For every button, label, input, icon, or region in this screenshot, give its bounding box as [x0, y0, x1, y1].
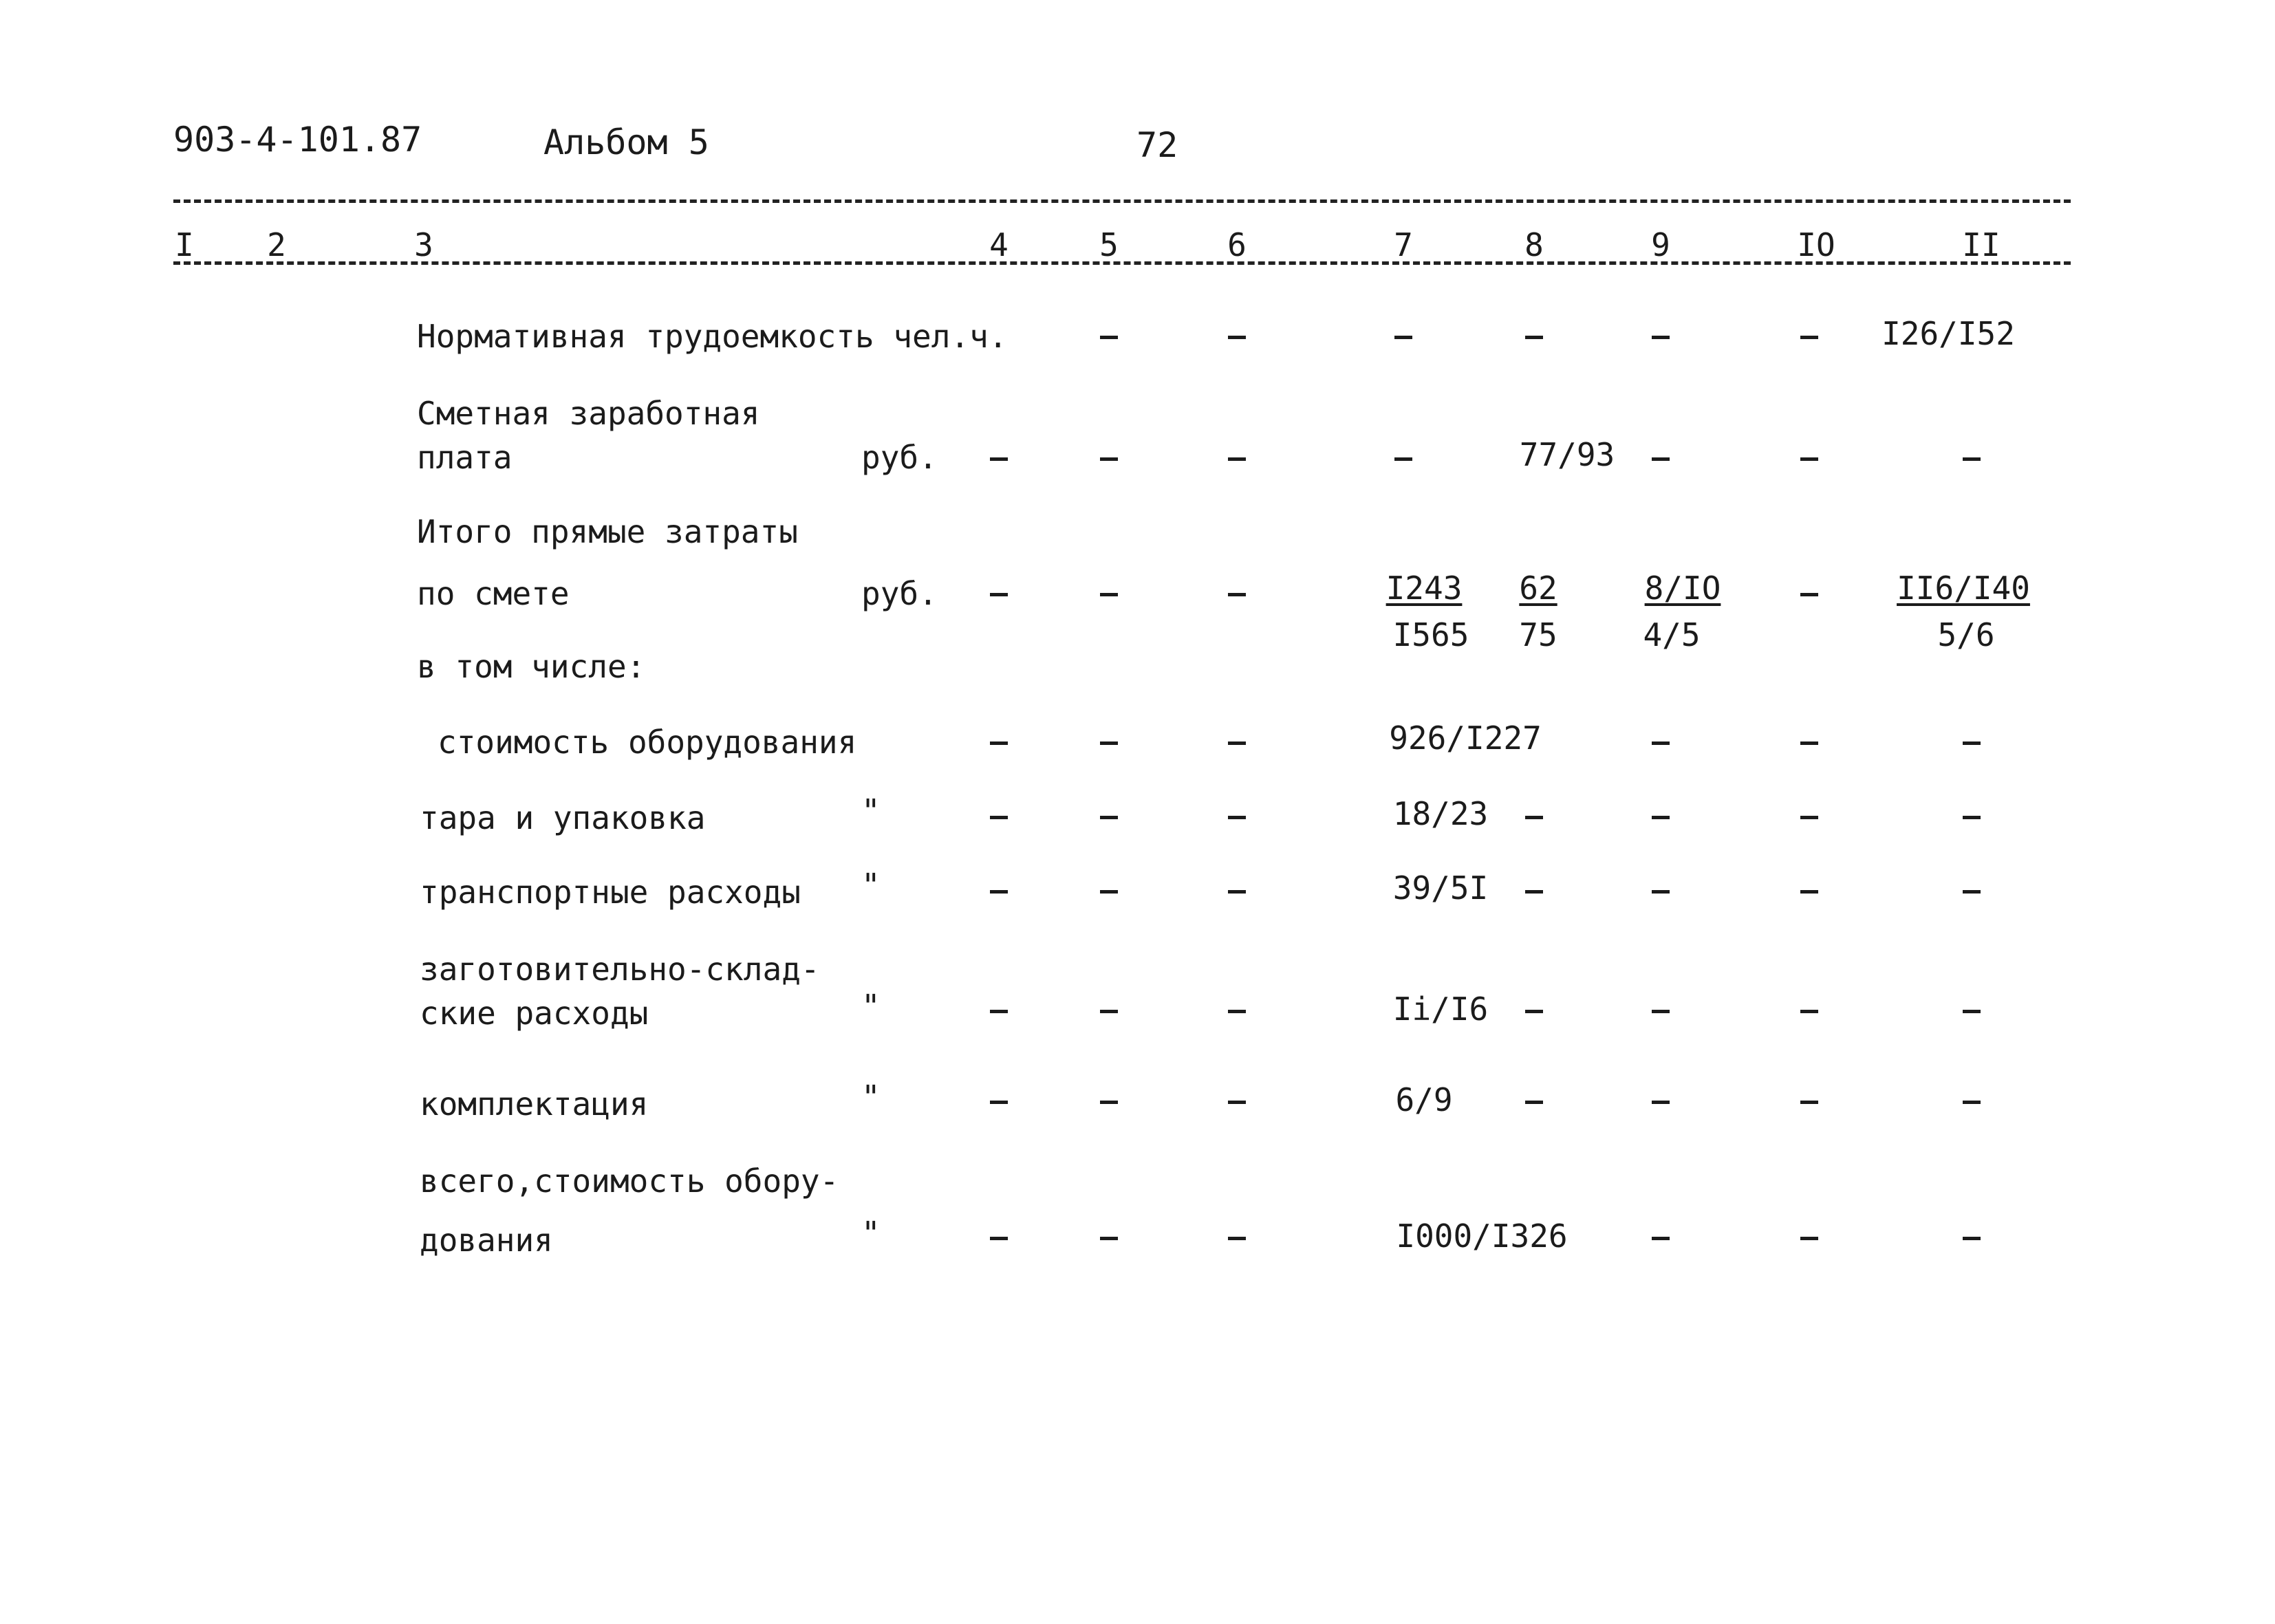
col-header-2: 2: [267, 226, 286, 263]
unit-cell: руб.: [861, 439, 938, 476]
col-header-11: II: [1962, 226, 2001, 263]
cell-col-11-value: I000/I326: [1396, 1217, 1568, 1255]
empty-cell-dash: [1800, 593, 1818, 596]
empty-cell-dash: [1963, 1101, 1981, 1104]
empty-cell-dash: [990, 1237, 1008, 1240]
row-label: транспортные расходы: [420, 874, 801, 911]
empty-cell-dash: [1652, 816, 1670, 819]
empty-cell-dash: [1228, 741, 1246, 745]
empty-cell-dash: [1525, 336, 1543, 339]
cell-col-7-numerator: I243: [1386, 570, 1463, 607]
cell-col-7: Ii/I6: [1392, 990, 1489, 1028]
empty-cell-dash: [1800, 1237, 1818, 1240]
empty-cell-dash: [1963, 1237, 1981, 1240]
empty-cell-dash: [1800, 457, 1818, 461]
top-dashed-rule: [173, 199, 2071, 203]
row-label-line-1: Сметная заработная: [417, 395, 760, 432]
empty-cell-dash: [1100, 1010, 1118, 1013]
empty-cell-dash: [1525, 1101, 1543, 1104]
col-header-5: 5: [1099, 226, 1119, 263]
empty-cell-dash: [990, 816, 1008, 819]
empty-cell-dash: [1228, 890, 1246, 894]
col-header-8: 8: [1524, 226, 1544, 263]
cell-col-8-numerator: 62: [1519, 570, 1557, 607]
empty-cell-dash: [1228, 1101, 1246, 1104]
empty-cell-dash: [1100, 890, 1118, 894]
row-label: в том числе:: [417, 648, 646, 685]
empty-cell-dash: [1228, 336, 1246, 339]
empty-cell-dash: [1100, 741, 1118, 745]
empty-cell-dash: [1228, 1010, 1246, 1013]
row-label: тара и упаковка: [420, 799, 706, 836]
col-header-6: 6: [1227, 226, 1247, 263]
empty-cell-dash: [990, 1010, 1008, 1013]
empty-cell-dash: [990, 890, 1008, 894]
ditto-mark: ": [861, 988, 881, 1025]
cell-col-7: 926/I227: [1389, 719, 1542, 757]
empty-cell-dash: [1963, 741, 1981, 745]
empty-cell-dash: [1800, 741, 1818, 745]
empty-cell-dash: [1652, 1010, 1670, 1013]
cell-col-11-denominator: 5/6: [1937, 616, 1995, 653]
document-code: 903-4-101.87: [173, 120, 422, 160]
empty-cell-dash: [1228, 593, 1246, 596]
cell-col-9-denominator: 4/5: [1643, 616, 1701, 653]
cell-col-9-numerator: 8/IO: [1644, 570, 1721, 607]
row-label-line-2: плата: [417, 439, 513, 476]
empty-cell-dash: [1100, 593, 1118, 596]
row-label-line-2: дования: [420, 1222, 553, 1259]
page-number: 72: [1136, 125, 1178, 165]
empty-cell-dash: [1652, 1237, 1670, 1240]
ditto-mark: ": [861, 1079, 881, 1116]
row-label-line-1: Итого прямые затраты: [417, 513, 798, 550]
empty-cell-dash: [1394, 457, 1412, 461]
cell-col-11-numerator: II6/I40: [1897, 570, 2030, 607]
empty-cell-dash: [1652, 457, 1670, 461]
empty-cell-dash: [1963, 816, 1981, 819]
empty-cell-dash: [1652, 336, 1670, 339]
row-label-line-2: ские расходы: [420, 995, 649, 1032]
empty-cell-dash: [1800, 816, 1818, 819]
empty-cell-dash: [1800, 336, 1818, 339]
row-label: стоимость оборудования: [438, 724, 857, 761]
col-header-4: 4: [989, 226, 1009, 263]
cell-col-7-denominator: I565: [1392, 616, 1469, 653]
unit-cell: руб.: [861, 575, 938, 612]
empty-cell-dash: [1100, 1101, 1118, 1104]
ditto-mark: ": [861, 867, 881, 904]
empty-cell-dash: [1100, 1237, 1118, 1240]
col-header-9: 9: [1651, 226, 1670, 263]
row-label: комплектация: [420, 1085, 649, 1123]
row-label-line-1: всего,стоимость обору-: [420, 1162, 839, 1200]
ditto-mark: ": [861, 1215, 881, 1252]
empty-cell-dash: [990, 593, 1008, 596]
empty-cell-dash: [1652, 890, 1670, 894]
empty-cell-dash: [1525, 890, 1543, 894]
empty-cell-dash: [1394, 336, 1412, 339]
empty-cell-dash: [1963, 890, 1981, 894]
empty-cell-dash: [1100, 336, 1118, 339]
empty-cell-dash: [1800, 1101, 1818, 1104]
empty-cell-dash: [990, 1101, 1008, 1104]
row-label-line-1: заготовительно-склад-: [420, 951, 820, 988]
album-label: Альбом 5: [543, 122, 709, 162]
cell-col-8: 77/93: [1519, 436, 1615, 473]
empty-cell-dash: [1652, 741, 1670, 745]
empty-cell-dash: [1800, 1010, 1818, 1013]
empty-cell-dash: [1228, 457, 1246, 461]
empty-cell-dash: [1100, 457, 1118, 461]
cell-col-7: 18/23: [1392, 795, 1489, 832]
cell-col-11: I26/I52: [1882, 315, 2015, 352]
empty-cell-dash: [1963, 1010, 1981, 1013]
cell-col-7: 6/9: [1395, 1081, 1453, 1118]
ditto-mark: ": [861, 792, 881, 830]
row-label: Нормативная трудоемкость чел.ч.: [417, 318, 1008, 355]
col-header-7: 7: [1394, 226, 1413, 263]
header-dashed-rule: [173, 261, 2071, 265]
empty-cell-dash: [1525, 816, 1543, 819]
col-header-1: I: [175, 226, 194, 263]
col-header-3: 3: [414, 226, 433, 263]
empty-cell-dash: [1525, 1010, 1543, 1013]
empty-cell-dash: [1963, 457, 1981, 461]
empty-cell-dash: [990, 741, 1008, 745]
cell-col-7: 39/5I: [1392, 869, 1489, 907]
empty-cell-dash: [1652, 1101, 1670, 1104]
empty-cell-dash: [1228, 816, 1246, 819]
col-header-10: IO: [1797, 226, 1835, 263]
empty-cell-dash: [990, 457, 1008, 461]
row-label-line-2: по смете: [417, 575, 570, 612]
empty-cell-dash: [1228, 1237, 1246, 1240]
cell-col-8-denominator: 75: [1519, 616, 1557, 653]
empty-cell-dash: [1800, 890, 1818, 894]
empty-cell-dash: [1100, 816, 1118, 819]
